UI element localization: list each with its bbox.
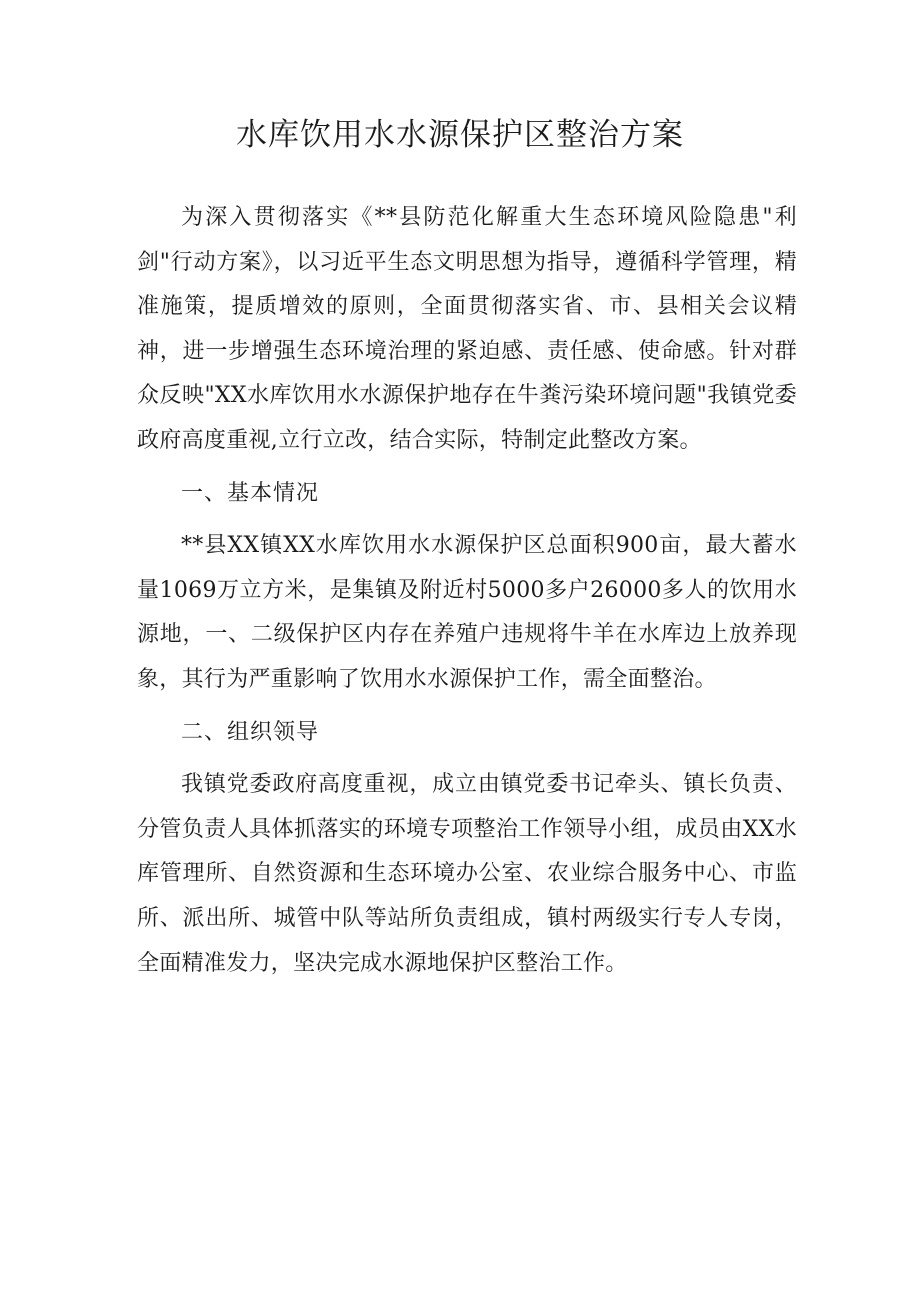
section-body-basic-situation: **县XX镇XX水库饮用水水源保护区总面积900亩，最大蓄水量1069万立方米，是集镇及附近村5000多户26000多人的饮用水源地，一、二级保护区内存在养殖户违规将牛羊在水库边上放养现象，其行为严重影响了饮用水水源保护工作，需全面整治。 [137, 533, 797, 692]
section-heading-organization: 二、组织领导 [181, 719, 320, 745]
intro-paragraph: 为深入贯彻落实《**县防范化解重大生态环境风险隐患"利剑"行动方案》，以习近平生态文明思想为指导，遵循科学管理，精准施策，提质增效的原则，全面贯彻落实省、市、县相关会议精神，进一步增强生态环境治理的紧迫感、责任感、使命感。针对群众反映"XX水库饮用水水源保护地存在牛粪污染环境问题"我镇党委政府高度重视,立行立改，结合实际，特制定此整改方案。 [137, 205, 797, 453]
section-body-organization: 我镇党委政府高度重视，成立由镇党委书记牵头、镇长负责、分管负责人具体抓落实的环境专项整治工作领导小组，成员由XX水库管理所、自然资源和生态环境办公室、农业综合服务中心、市监所、派出所、城管中队等站所负责组成，镇村两级实行专人专岗，全面精准发力，坚决完成水源地保护区整治工作。 [137, 772, 797, 976]
document-body [137, 196, 797, 986]
document-title: 水库饮用水水源保护区整治方案 [236, 117, 684, 153]
section-heading-basic-situation: 一、基本情况 [181, 480, 320, 506]
